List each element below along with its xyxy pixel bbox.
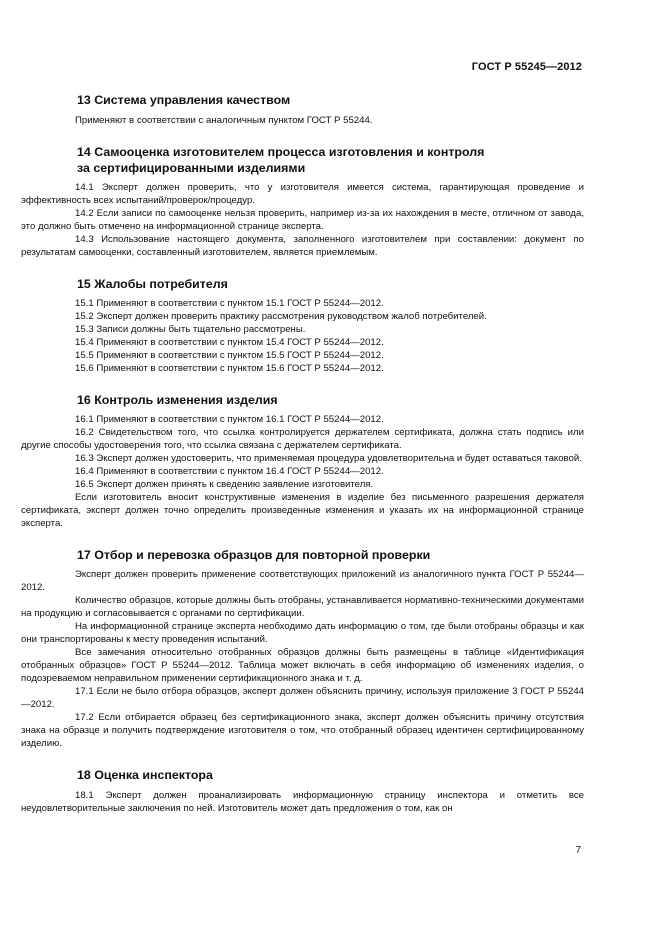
section-13-title — [77, 92, 584, 108]
paragraph: На информационной странице эксперта необходимо дать информацию о том, где были отобраны образцы и как они транспортированы к месту проведения испытаний. — [21, 621, 584, 645]
paragraph: 14.3 Использование настоящего документа, заполненного изготовителем при составлении: документ по результатам самооценки, составленный изготовителем, является приемлемым. — [21, 234, 584, 258]
section-16 — [21, 392, 584, 530]
paragraph: 16.2 Свидетельством того, что ссылка контролируется держателем сертификата, должна стать подпись или другие способы удостоверения того, что ссылка связана с держателем сертификата. — [21, 427, 584, 451]
section-title-line: 14 Самооценка изготовителем процесса изготовления и контроля — [77, 145, 485, 159]
paragraph: 15.6 Применяют в соответствии с пунктом 15.6 ГОСТ Р 55244—2012. — [75, 363, 384, 374]
section-title-line: 13 Система управления качеством — [77, 93, 291, 107]
paragraph: 14.1 Эксперт должен проверить, что у изготовителя имеется система, гарантирующая проведение и эффективность всех испытаний/проверок/процедур. — [21, 182, 584, 206]
paragraph: 16.5 Эксперт должен принять к сведению заявление изготовителя. — [75, 479, 374, 490]
section-14-title — [77, 144, 584, 176]
section-18 — [21, 767, 584, 815]
section-title-line: 15 Жалобы потребителя — [77, 277, 228, 291]
paragraph: 14.2 Если записи по самооценке нельзя проверить, например из-за их нахождения в месте, отличном от завода, это должно быть отмечено на информационной странице эксперта. — [21, 208, 584, 232]
section-title-line: за сертифицированными изделиями — [77, 161, 306, 175]
paragraph: Все замечания относительно отобранных образцов должны быть размещены в таблице «Идентификация отобранных образцов» ГОСТ Р 55244—2012. Таблица может включать в себя информацию об изменениях изделия, о подозреваемом неправильном применении сертификационного знака и т. д. — [21, 647, 584, 684]
section-17-title — [77, 547, 584, 563]
paragraph: 15.1 Применяют в соответствии с пунктом 15.1 ГОСТ Р 55244—2012. — [75, 298, 384, 309]
document-code-header: ГОСТ Р 55245—2012 — [471, 61, 582, 73]
paragraph: 16.4 Применяют в соответствии с пунктом 16.4 ГОСТ Р 55244—2012. — [75, 466, 384, 477]
paragraph: 15.2 Эксперт должен проверить практику рассмотрения руководством жалоб потребителей. — [75, 311, 487, 322]
section-title-line: 18 Оценка инспектора — [77, 768, 213, 782]
paragraph: Если изготовитель вносит конструктивные изменения в изделие без письменного разрешения держателя сертификата, эксперт должен точно определить произведенные изменения и указать их на информационной странице эксперта. — [21, 492, 584, 529]
section-17 — [21, 547, 584, 750]
paragraph: 15.5 Применяют в соответствии с пунктом 15.5 ГОСТ Р 55244—2012. — [75, 350, 384, 361]
paragraph: 15.4 Применяют в соответствии с пунктом 15.4 ГОСТ Р 55244—2012. — [75, 337, 384, 348]
section-15 — [75, 276, 584, 375]
paragraph: 16.3 Эксперт должен удостоверить, что применяемая процедура удовлетворительна и будет оставаться таковой. — [75, 453, 582, 464]
section-18-title — [77, 767, 584, 783]
paragraph: 18.1 Эксперт должен проанализировать информационную страницу инспектора и отметить все неудовлетворительные заключения по ней. Изготовитель может дать предложения о том, как он — [21, 790, 584, 814]
section-15-title — [77, 276, 584, 292]
paragraph: Эксперт должен проверить применение соответствующих приложений из аналогичного пункта ГОСТ Р 55244—2012. — [21, 569, 584, 593]
document-body — [21, 92, 584, 815]
paragraph: 15.3 Записи должны быть тщательно рассмотрены. — [75, 324, 306, 335]
paragraph: 17.1 Если не было отбора образцов, эксперт должен объяснить причину, используя приложение 3 ГОСТ Р 55244—2012. — [21, 686, 584, 710]
section-16-title — [77, 392, 584, 408]
paragraph: 16.1 Применяют в соответствии с пунктом 16.1 ГОСТ Р 55244—2012. — [75, 414, 384, 425]
paragraph: 17.2 Если отбирается образец без сертификационного знака, эксперт должен объяснить причину отсутствия знака на образце и получить подтверждение изготовителя о том, что отобранный образец идентичен сертифицированному изделию. — [21, 712, 584, 749]
section-14 — [21, 144, 584, 259]
paragraph: Применяют в соответствии с аналогичным пунктом ГОСТ Р 55244. — [75, 115, 373, 126]
section-title-line: 16 Контроль изменения изделия — [77, 393, 278, 407]
paragraph: Количество образцов, которые должны быть отобраны, устанавливается нормативно-техническими документами на продукцию и согласовывается с органами по сертификации. — [21, 595, 584, 619]
page-number: 7 — [575, 845, 581, 856]
section-title-line: 17 Отбор и перевозка образцов для повторной проверки — [77, 548, 431, 562]
section-13 — [75, 92, 584, 127]
